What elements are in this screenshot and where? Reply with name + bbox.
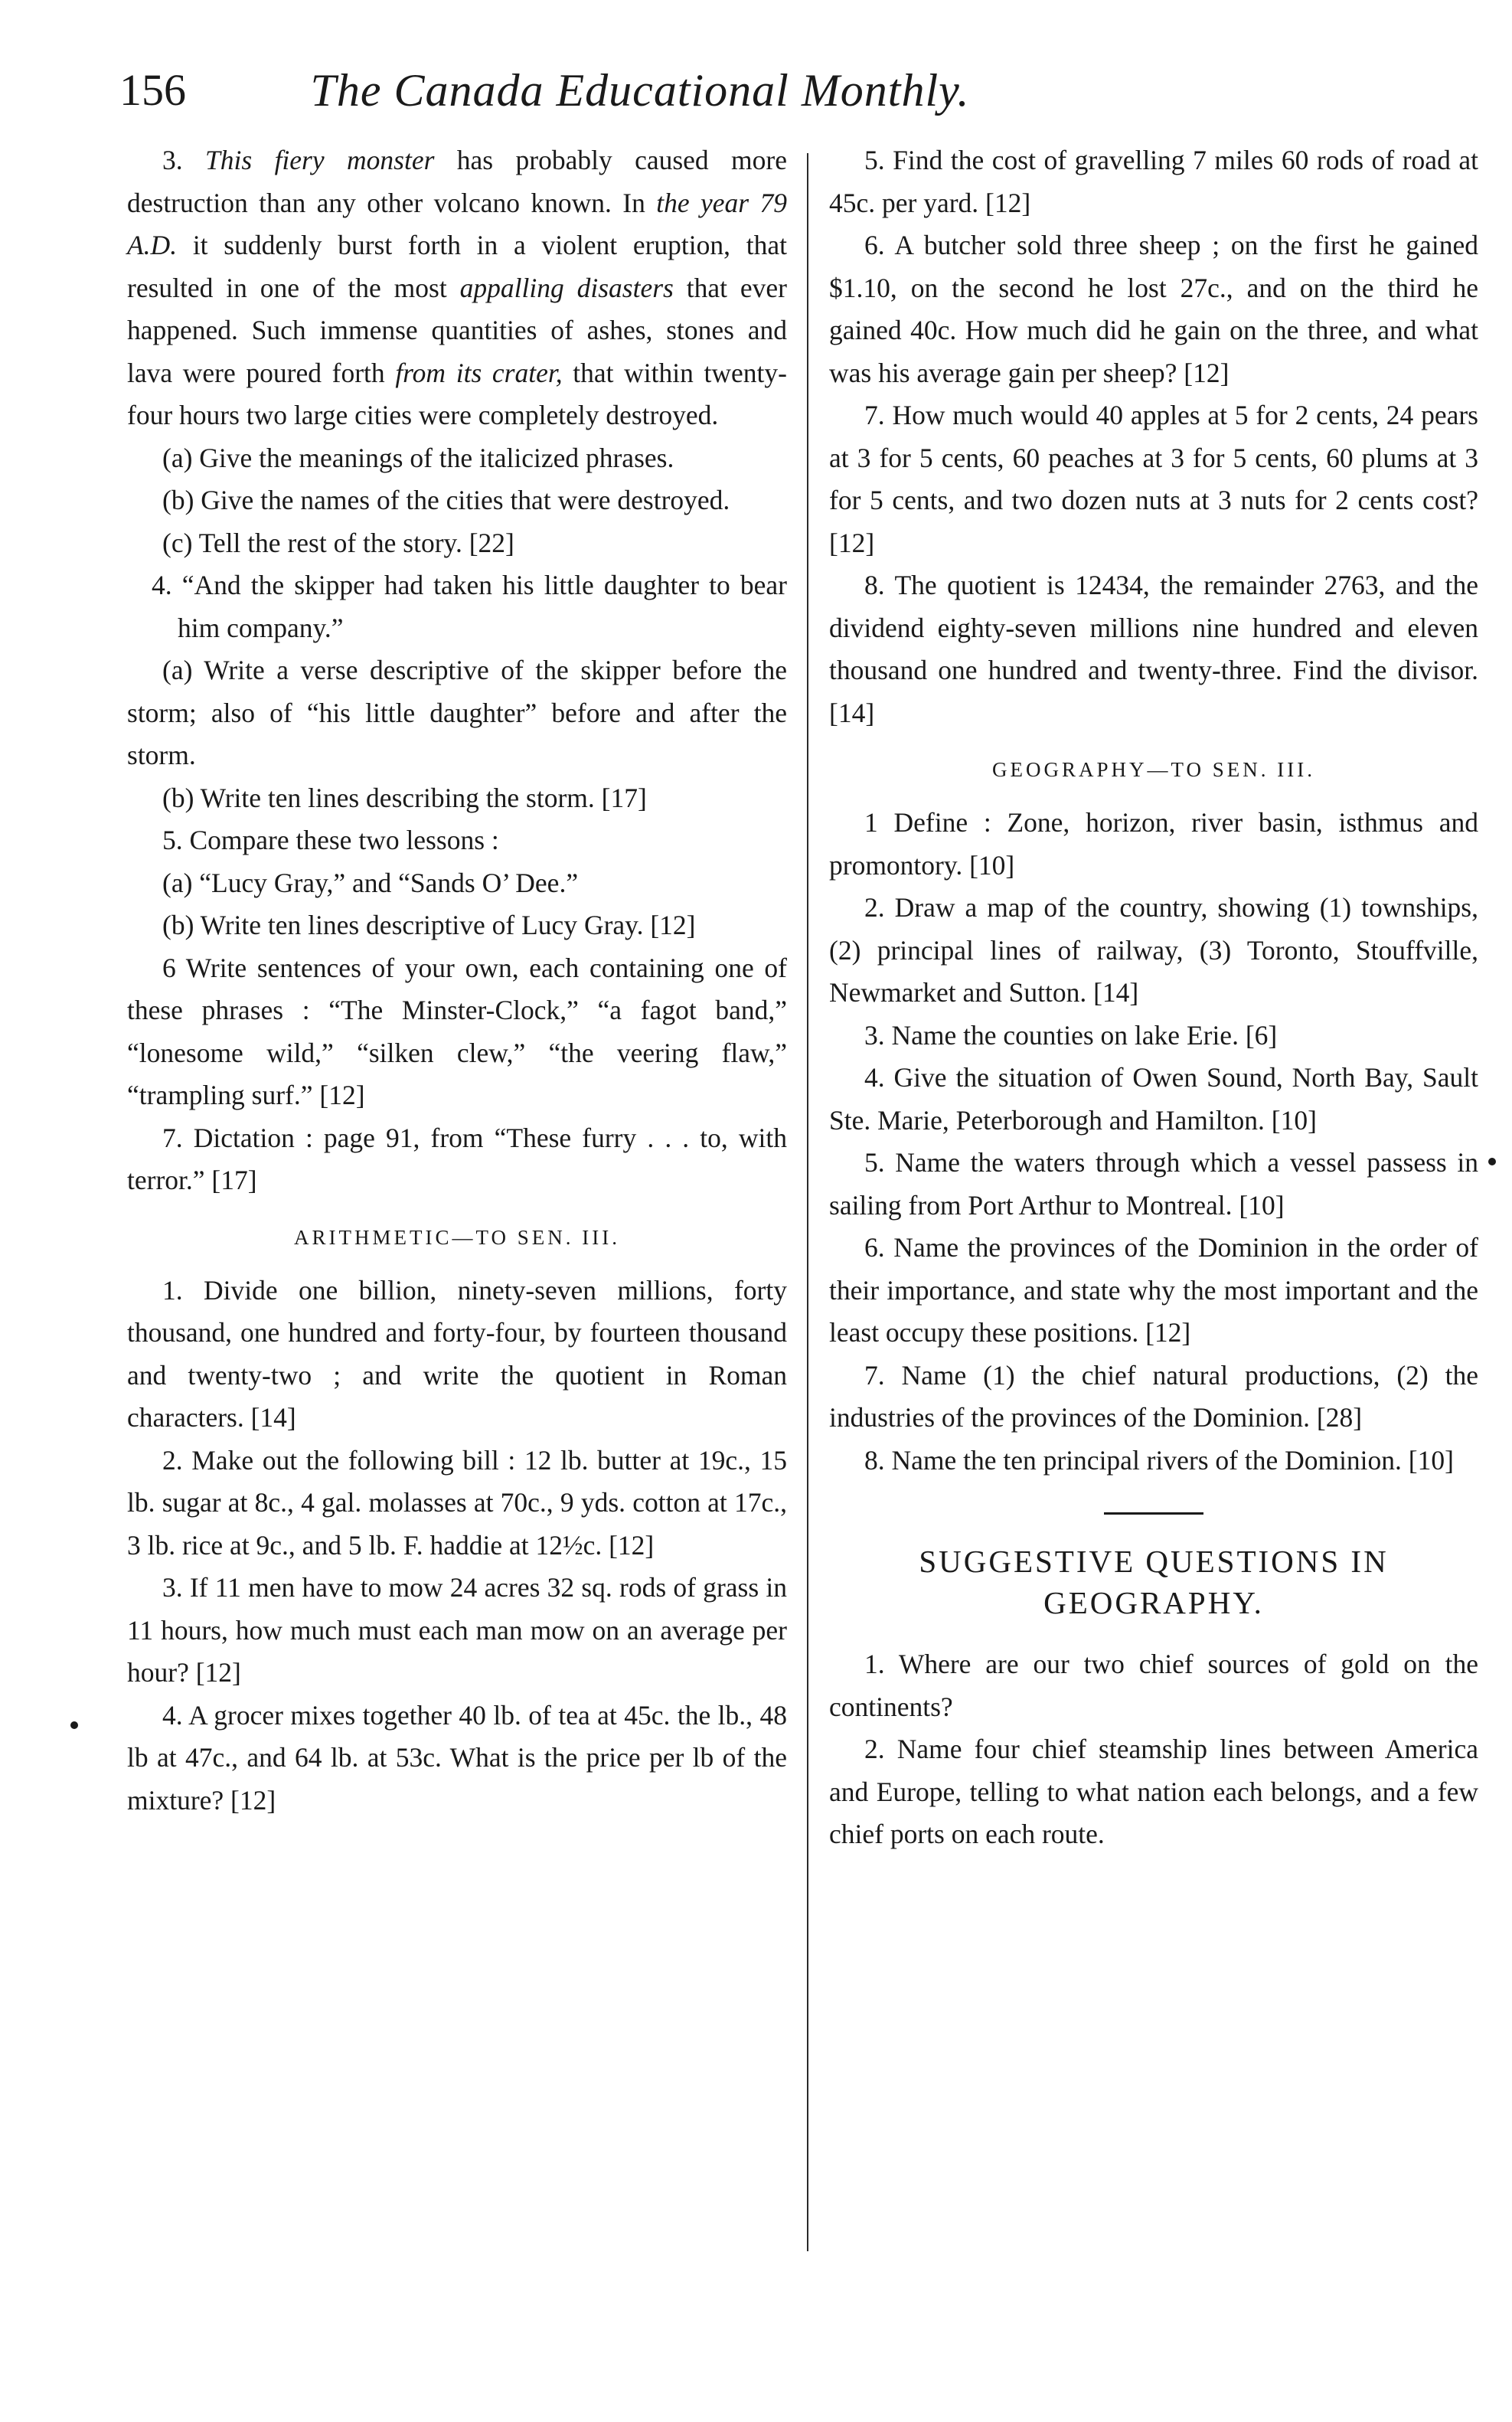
question-paragraph: 4. “And the skipper had taken his little daughter to bear him company.” bbox=[152, 570, 787, 643]
section-heading-arithmetic: ARITHMETIC—TO SEN. III. bbox=[294, 1225, 620, 1249]
question-paragraph: 4. A grocer mixes together 40 lb. of tea at 45c. the lb., 48 lb at 47c., and 64 lb. at 53c. What is the price per lb of the mixture? [12] bbox=[127, 1699, 787, 1816]
question-paragraph: 6. Name the provinces of the Dominion in the order of their importance, and state why the most important and the least occupy these positions. [12] bbox=[829, 1232, 1478, 1348]
question-paragraph: 1 Define : Zone, horizon, river basin, isthmus and promontory. [10] bbox=[829, 807, 1478, 881]
italic-phrase: appalling disasters bbox=[459, 272, 674, 303]
question-paragraph: 5. Compare these two lessons : bbox=[162, 825, 499, 855]
section-heading-suggestive: SUGGESTIVE QUESTIONS IN GEOGRAPHY. bbox=[919, 1544, 1389, 1620]
italic-phrase: from its crater, bbox=[395, 357, 563, 388]
question-paragraph: 6. A butcher sold three sheep ; on the first he gained $1.10, on the second he lost 27c., and on the third he gained 40c. How much did he gain on the three, and what was his average gain per sheep? [12] bbox=[829, 230, 1478, 388]
question-paragraph: 3. Name the counties on lake Erie. [6] bbox=[864, 1019, 1278, 1051]
question-paragraph: 7. Dictation : page 91, from “These furry . . . to, with terror.” [17] bbox=[127, 1122, 787, 1195]
left-column bbox=[127, 139, 787, 1822]
page-number: 156 bbox=[119, 65, 186, 115]
sub-question: (b) Write ten lines descriptive of Lucy Gray. [12] bbox=[162, 910, 696, 940]
sub-question: (a) “Lucy Gray,” and “Sands O’ Dee.” bbox=[162, 867, 579, 898]
sub-question: (b) Write ten lines describing the storm. [17] bbox=[162, 782, 647, 813]
question-paragraph: 6 Write sentences of your own, each containing one of these phrases : “The Minster-Clock,” “a fagot band,” “lonesome wild,” “silken clew,” “the veering flaw,” “trampling surf.” [12] bbox=[127, 952, 787, 1110]
question-paragraph: 5. Name the waters through which a vessel passess in sailing from Port Arthur to Montreal. [10] bbox=[829, 1147, 1478, 1221]
journal-title: The Canada Educational Monthly. bbox=[310, 65, 970, 116]
sub-question: (a) Give the meanings of the italicized phrases. bbox=[162, 442, 674, 473]
question-paragraph: 5. Find the cost of gravelling 7 miles 60 rods of road at 45c. per yard. [12] bbox=[829, 145, 1478, 218]
section-heading-geography: GEOGRAPHY—TO SEN. III. bbox=[992, 758, 1315, 781]
question-paragraph: 8. The quotient is 12434, the remainder 2763, and the dividend eighty-seven millions nine hundred and eleven thousand one hundred and twenty-three. Find the divisor. [14] bbox=[829, 570, 1478, 728]
running-head bbox=[119, 60, 1161, 129]
question-paragraph: 2. Draw a map of the country, showing (1) townships, (2) principal lines of railway, (3) Toronto, Stouffville, Newmarket and Sutton. [14] bbox=[829, 892, 1478, 1008]
question-paragraph: 1. Where are our two chief sources of gold on the continents? bbox=[829, 1649, 1478, 1722]
sub-question: (a) Write a verse descriptive of the skipper before the storm; also of “his little daughter” before and after the storm. bbox=[127, 655, 787, 770]
sub-question: (c) Tell the rest of the story. [22] bbox=[162, 527, 514, 558]
sub-question: (b) Give the names of the cities that were destroyed. bbox=[162, 485, 730, 515]
margin-dot bbox=[1488, 1158, 1496, 1165]
question-paragraph: 2. Name four chief steamship lines between America and Europe, telling to what nation each belongs, and a few chief ports on each route. bbox=[829, 1734, 1478, 1849]
italic-phrase: the year 79 A.D. bbox=[127, 187, 787, 260]
margin-dot bbox=[70, 1721, 78, 1729]
question-paragraph: 3. This fiery monster has probably caused more destruction than any other volcano known. In the year 79 A.D. it suddenly burst forth in a violent eruption, that resulted in one of the most appalling disasters that ever happened. Such immense quantities of ashes, stones and lava were poured forth from its crater, that within twenty-four hours two large cities were completely destroyed. bbox=[127, 145, 787, 430]
italic-phrase: This fiery monster bbox=[205, 145, 435, 175]
question-paragraph: 3. If 11 men have to mow 24 acres 32 sq. rods of grass in 11 hours, how much must each man mow on an average per hour? [12] bbox=[127, 1572, 787, 1688]
section-separator-rule bbox=[1104, 1512, 1203, 1515]
question-paragraph: 1. Divide one billion, ninety-seven millions, forty thousand, one hundred and forty-four, by fourteen thousand and twenty-two ; and write the quotient in Roman characters. [14] bbox=[127, 1274, 787, 1433]
column-divider bbox=[807, 153, 808, 2251]
question-paragraph: 4. Give the situation of Owen Sound, North Bay, Sault Ste. Marie, Peterborough and Hamilton. [10] bbox=[829, 1062, 1478, 1136]
question-paragraph: 8. Name the ten principal rivers of the Dominion. [10] bbox=[864, 1444, 1454, 1476]
right-column bbox=[829, 139, 1478, 1856]
question-paragraph: 7. How much would 40 apples at 5 for 2 cents, 24 pears at 3 for 5 cents, 60 peaches at 3 for 5 cents, 60 plums at 3 for 5 cents, and two dozen nuts at 3 nuts for 2 cents cost? [12] bbox=[829, 400, 1478, 558]
question-paragraph: 2. Make out the following bill : 12 lb. butter at 19c., 15 lb. sugar at 8c., 4 gal. molasses at 70c., 9 yds. cotton at 17c., 3 lb. rice at 9c., and 5 lb. F. haddie at 12½c. [12] bbox=[127, 1444, 787, 1561]
question-paragraph: 7. Name (1) the chief natural productions, (2) the industries of the provinces of the Dominion. [28] bbox=[829, 1359, 1478, 1433]
